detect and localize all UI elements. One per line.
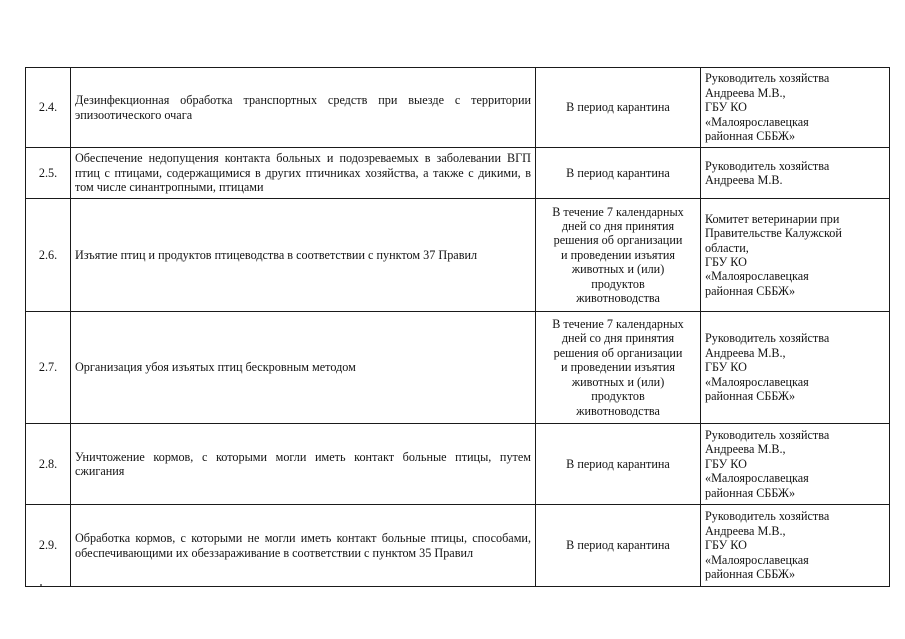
- cell-line: «Малоярославецкая: [705, 269, 809, 284]
- row-number: 2.8.: [26, 424, 71, 505]
- measure-description: Организация убоя изъятых птиц бескровным методом: [71, 312, 536, 424]
- table-row: [26, 312, 890, 424]
- cell-line: В течение 7 календарных: [552, 317, 684, 332]
- cell-line: и проведении изъятия: [561, 360, 675, 375]
- cell-line: В течение 7 календарных: [552, 204, 684, 219]
- cell-line: В период карантина: [566, 456, 670, 471]
- cell-line: районная СББЖ»: [705, 283, 796, 298]
- table-row: [26, 199, 890, 312]
- row-number: 2.4.: [26, 68, 71, 148]
- measure-term: [536, 312, 701, 424]
- row-number: 2.7.: [26, 312, 71, 424]
- cell-line: «Малоярославецкая: [705, 552, 809, 567]
- cell-line: продуктов: [591, 276, 645, 291]
- cell-line: области,: [705, 240, 749, 255]
- row-number: 2.9.: [26, 505, 71, 587]
- measure-responsible: [701, 68, 890, 148]
- measures-table: [25, 67, 890, 587]
- measure-term: [536, 505, 701, 587]
- cell-line: «Малоярославецкая: [705, 374, 809, 389]
- cell-line: Руководитель хозяйства: [705, 427, 830, 442]
- cell-line: В период карантина: [566, 538, 670, 553]
- measure-description: Уничтожение кормов, с которыми могли иметь контакт больные птицы, путем сжигания: [71, 424, 536, 505]
- cell-line: районная СББЖ»: [705, 485, 796, 500]
- cell-line: дней со дня принятия: [561, 218, 675, 233]
- measure-responsible: [701, 424, 890, 505]
- measure-description: Обработка кормов, с которыми не могли иметь контакт больные птицы, способами, обеспечивающими их обеззараживание в соответствии с пунктом 35 Правил: [71, 505, 536, 587]
- cell-line: районная СББЖ»: [705, 389, 796, 404]
- cell-line: В период карантина: [566, 165, 670, 180]
- cell-line: решения об организации: [553, 233, 683, 248]
- cell-line: животноводства: [576, 403, 660, 418]
- cell-line: ГБУ КО: [705, 255, 747, 269]
- measure-description: Изъятие птиц и продуктов птицеводства в соответствии с пунктом 37 Правил: [71, 199, 536, 312]
- measure-term: [536, 68, 701, 148]
- measure-responsible: [701, 312, 890, 424]
- cell-line: ГБУ КО: [705, 100, 747, 115]
- cell-line: ГБУ КО: [705, 360, 747, 375]
- measure-responsible: [701, 505, 890, 587]
- cell-line: животноводства: [576, 291, 660, 306]
- row-number: 2.6.: [26, 199, 71, 312]
- cell-line: и проведении изъятия: [561, 247, 675, 262]
- cell-line: животных и (или): [571, 262, 665, 277]
- measure-description: Обеспечение недопущения контакта больных и подозреваемых в заболевании ВГП птиц с птицами, содержащимися в других птичниках хозяйства, а также с дикими, в том числе синантропными, птицами: [71, 148, 536, 199]
- cell-line: Руководитель хозяйства: [705, 158, 830, 173]
- cell-line: Андреева М.В.,: [705, 523, 786, 538]
- cell-line: продуктов: [591, 389, 645, 404]
- cell-line: Андреева М.В.,: [705, 85, 786, 100]
- table-row: [26, 68, 890, 148]
- table-row: [26, 148, 890, 199]
- measure-term: [536, 148, 701, 199]
- cell-line: Руководитель хозяйства: [705, 509, 830, 524]
- row-number: 2.5.: [26, 148, 71, 199]
- table-row: [26, 424, 890, 505]
- cell-line: «Малоярославецкая: [705, 471, 809, 486]
- cell-line: районная СББЖ»: [705, 129, 796, 144]
- cell-line: дней со дня принятия: [561, 331, 675, 346]
- cell-line: «Малоярославецкая: [705, 114, 809, 129]
- cell-line: Андреева М.В.: [705, 173, 783, 187]
- cell-line: решения об организации: [553, 345, 683, 360]
- cell-line: Правительстве Калужской: [705, 226, 842, 241]
- cell-line: Комитет ветеринарии при: [705, 211, 840, 226]
- measure-term: [536, 424, 701, 505]
- cell-line: Руководитель хозяйства: [705, 331, 830, 346]
- scan-speck: [40, 584, 42, 586]
- cell-line: Руководитель хозяйства: [705, 71, 830, 86]
- cell-line: ГБУ КО: [705, 456, 747, 471]
- measure-responsible: [701, 199, 890, 312]
- cell-line: В период карантина: [566, 100, 670, 115]
- cell-line: ГБУ КО: [705, 538, 747, 553]
- cell-line: Андреева М.В.,: [705, 345, 786, 360]
- table-row: [26, 505, 890, 587]
- measure-term: [536, 199, 701, 312]
- cell-line: районная СББЖ»: [705, 567, 796, 582]
- measure-description: Дезинфекционная обработка транспортных средств при выезде с территории эпизоотического очага: [71, 68, 536, 148]
- cell-line: Андреева М.В.,: [705, 442, 786, 457]
- measure-responsible: [701, 148, 890, 199]
- cell-line: животных и (или): [571, 374, 665, 389]
